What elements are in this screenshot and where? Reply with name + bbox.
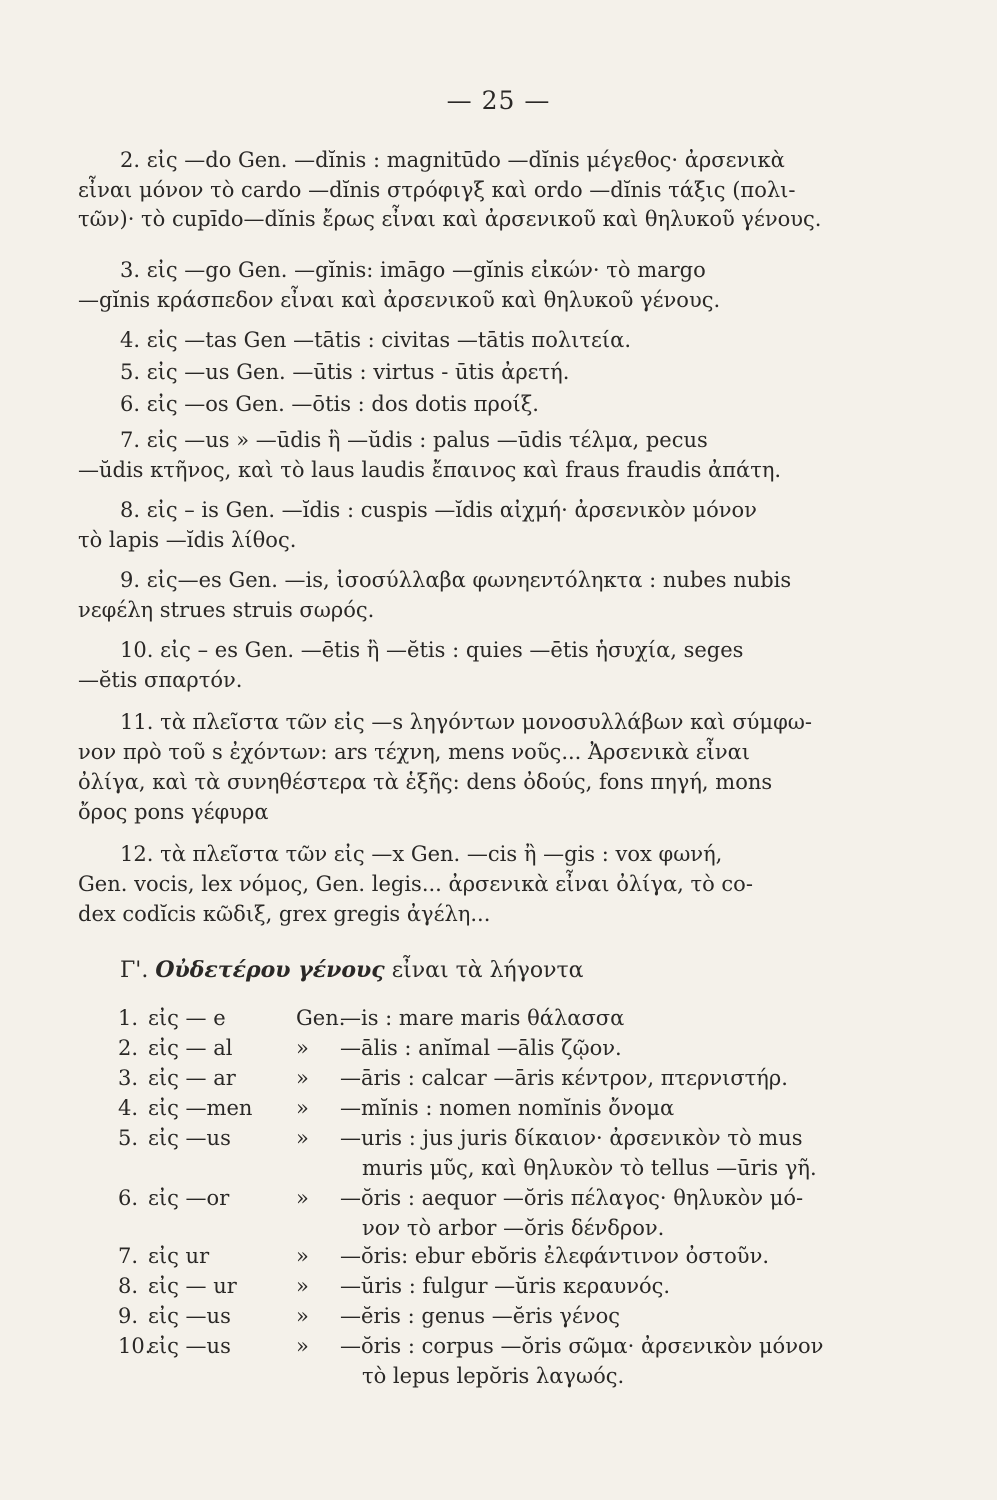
row-genitive: —mĭnis : nomen nomĭnis ὄνομα — [340, 1096, 675, 1120]
row-genitive: —ālis : anĭmal —ālis ζῷον. — [340, 1036, 622, 1060]
row-suffix: εἰς — al — [148, 1036, 233, 1060]
row-number: 2. — [118, 1036, 139, 1060]
table-row — [0, 1242, 997, 1271]
row-gen-mark: » — [296, 1096, 309, 1120]
table-row — [0, 1124, 997, 1153]
row-number: 4. — [118, 1096, 139, 1120]
section-letter: Γ'. — [120, 958, 149, 983]
text-line: ὀλίγα, καὶ τὰ συνηθέστερα τὰ ἑξῆς: dens ὀδούς, fons πηγή, mons — [78, 770, 773, 794]
table-row — [0, 1004, 997, 1033]
table-row — [0, 1302, 997, 1331]
row-suffix: εἰς — ur — [148, 1274, 237, 1298]
section-title: Οὐδετέρου γένους — [155, 957, 385, 983]
text-line: ὄρος pons γέφυρα — [78, 800, 269, 824]
table-row — [0, 1272, 997, 1301]
row-number: 10. — [118, 1334, 152, 1358]
row-suffix: εἰς — ar — [148, 1066, 236, 1090]
text-line: —ĕtis σπαρτόν. — [78, 668, 243, 692]
row-suffix: εἰς — e — [148, 1006, 226, 1030]
section-rest: εἶναι τὰ λήγοντα — [391, 958, 584, 983]
row-gen-mark: » — [296, 1186, 309, 1210]
table-row — [0, 1034, 997, 1063]
row-genitive: —āris : calcar —āris κέντρον, πτερνιστήρ. — [340, 1066, 788, 1090]
text-line: Gen. vocis, lex νόμος, Gen. legis... ἀρσενικὰ εἶναι ὀλίγα, τὸ co- — [78, 872, 753, 896]
text-line: 7. εἰς —us » —ūdis ἢ —ŭdis : palus —ūdis τέλμα, pecus — [120, 428, 708, 452]
section-heading — [120, 956, 940, 985]
text-line: νον πρὸ τοῦ s ἐχόντων: ars τέχνη, mens νοῦς... Ἀρσενικὰ εἶναι — [78, 740, 751, 764]
row-number: 5. — [118, 1126, 139, 1150]
row-genitive: —uris : jus juris δίκαιον· ἀρσενικὸν τὸ mus — [340, 1126, 803, 1150]
text-line: τὸ lapis —ĭdis λίθος. — [78, 528, 297, 552]
text-line: νεφέλη strues struis σωρός. — [78, 598, 375, 622]
row-gen-mark: » — [296, 1274, 309, 1298]
text-line: 6. εἰς —os Gen. —ōtis : dos dotis προίξ. — [120, 392, 539, 416]
row-gen-mark: » — [296, 1334, 309, 1358]
page-number: — 25 — — [446, 86, 551, 115]
row-gen-mark: » — [296, 1126, 309, 1150]
row-genitive: —ŭris : fulgur —ŭris κεραυνός. — [340, 1274, 671, 1298]
row-number: 1. — [118, 1006, 139, 1030]
text-line: —ŭdis κτῆνος, καὶ τὸ laus laudis ἔπαινος καὶ fraus fraudis ἀπάτη. — [78, 458, 782, 482]
text-line: dex codĭcis κῶδιξ, grex gregis ἀγέλη... — [78, 902, 491, 926]
row-gen-mark: Gen. — [296, 1006, 346, 1030]
row-number: 3. — [118, 1066, 139, 1090]
row-suffix: εἰς —us — [148, 1334, 231, 1358]
text-line: —gĭnis κράσπεδον εἶναι καὶ ἀρσενικοῦ καὶ θηλυκοῦ γένους. — [78, 288, 721, 312]
row-continuation: τὸ lepus lepŏris λαγωός. — [362, 1364, 625, 1388]
row-number: 9. — [118, 1304, 139, 1328]
row-number: 6. — [118, 1186, 139, 1210]
table-row — [0, 1094, 997, 1123]
text-line: 4. εἰς —tas Gen —tātis : civitas —tātis πολιτεία. — [120, 328, 632, 352]
text-line: 5. εἰς —us Gen. —ūtis : virtus - ūtis ἀρετή. — [120, 360, 570, 384]
row-suffix: εἰς —men — [148, 1096, 253, 1120]
table-row — [0, 1332, 997, 1361]
text-line: 9. εἰς—es Gen. —is, ἰσοσύλλαβα φωνηεντόληκτα : nubes nubis — [120, 568, 792, 592]
table-row — [0, 1064, 997, 1093]
row-gen-mark: » — [296, 1244, 309, 1268]
row-suffix: εἰς —or — [148, 1186, 230, 1210]
text-line: εἶναι μόνον τὸ cardo —dĭnis στρόφιγξ καὶ ordo —dĭnis τάξις (πολι- — [78, 178, 796, 202]
row-genitive: —ŏris : corpus —ŏris σῶμα· ἀρσενικὸν μόνον — [340, 1334, 824, 1358]
text-line: 3. εἰς —go Gen. —gĭnis: imāgo —gĭnis εἰκών· τὸ margo — [120, 258, 706, 282]
text-line: 10. εἰς – es Gen. —ētis ἢ —ĕtis : quies —ētis ἡσυχία, seges — [120, 638, 744, 662]
row-number: 7. — [118, 1244, 139, 1268]
text-line: 2. εἰς —do Gen. —dĭnis : magnitūdo —dĭnis μέγεθος· ἀρσενικὰ — [120, 148, 785, 172]
row-suffix: εἰς —us — [148, 1304, 231, 1328]
row-gen-mark: » — [296, 1066, 309, 1090]
row-genitive: —is : mare maris θάλασσα — [340, 1006, 625, 1030]
text-line: τῶν)· τὸ cupīdo—dĭnis ἔρως εἶναι καὶ ἀρσενικοῦ καὶ θηλυκοῦ γένους. — [78, 207, 822, 231]
table-row — [0, 1184, 997, 1213]
text-line: 8. εἰς – is Gen. —ĭdis : cuspis —ĭdis αἰχμή· ἀρσενικὸν μόνον — [120, 498, 757, 522]
row-continuation: νον τὸ arbor —ŏris δένδρον. — [362, 1216, 665, 1240]
row-gen-mark: » — [296, 1304, 309, 1328]
row-genitive: —ŏris : aequor —ŏris πέλαγος· θηλυκὸν μό- — [340, 1186, 804, 1210]
row-genitive: —ŏris: ebur ebŏris ἐλεφάντινον ὀστοῦν. — [340, 1244, 770, 1268]
row-gen-mark: » — [296, 1036, 309, 1060]
text-line: 11. τὰ πλεῖστα τῶν εἰς —s ληγόντων μονοσυλλάβων καὶ σύμφω- — [120, 710, 812, 734]
row-continuation: muris μῦς, καὶ θηλυκὸν τὸ tellus —ūris γῆ. — [362, 1156, 817, 1180]
row-suffix: εἰς ur — [148, 1244, 210, 1268]
text-line: 12. τὰ πλεῖστα τῶν εἰς —x Gen. —cis ἢ —gis : vox φωνή, — [120, 842, 723, 866]
row-number: 8. — [118, 1274, 139, 1298]
row-genitive: —ĕris : genus —ĕris γένος — [340, 1304, 620, 1328]
row-suffix: εἰς —us — [148, 1126, 231, 1150]
